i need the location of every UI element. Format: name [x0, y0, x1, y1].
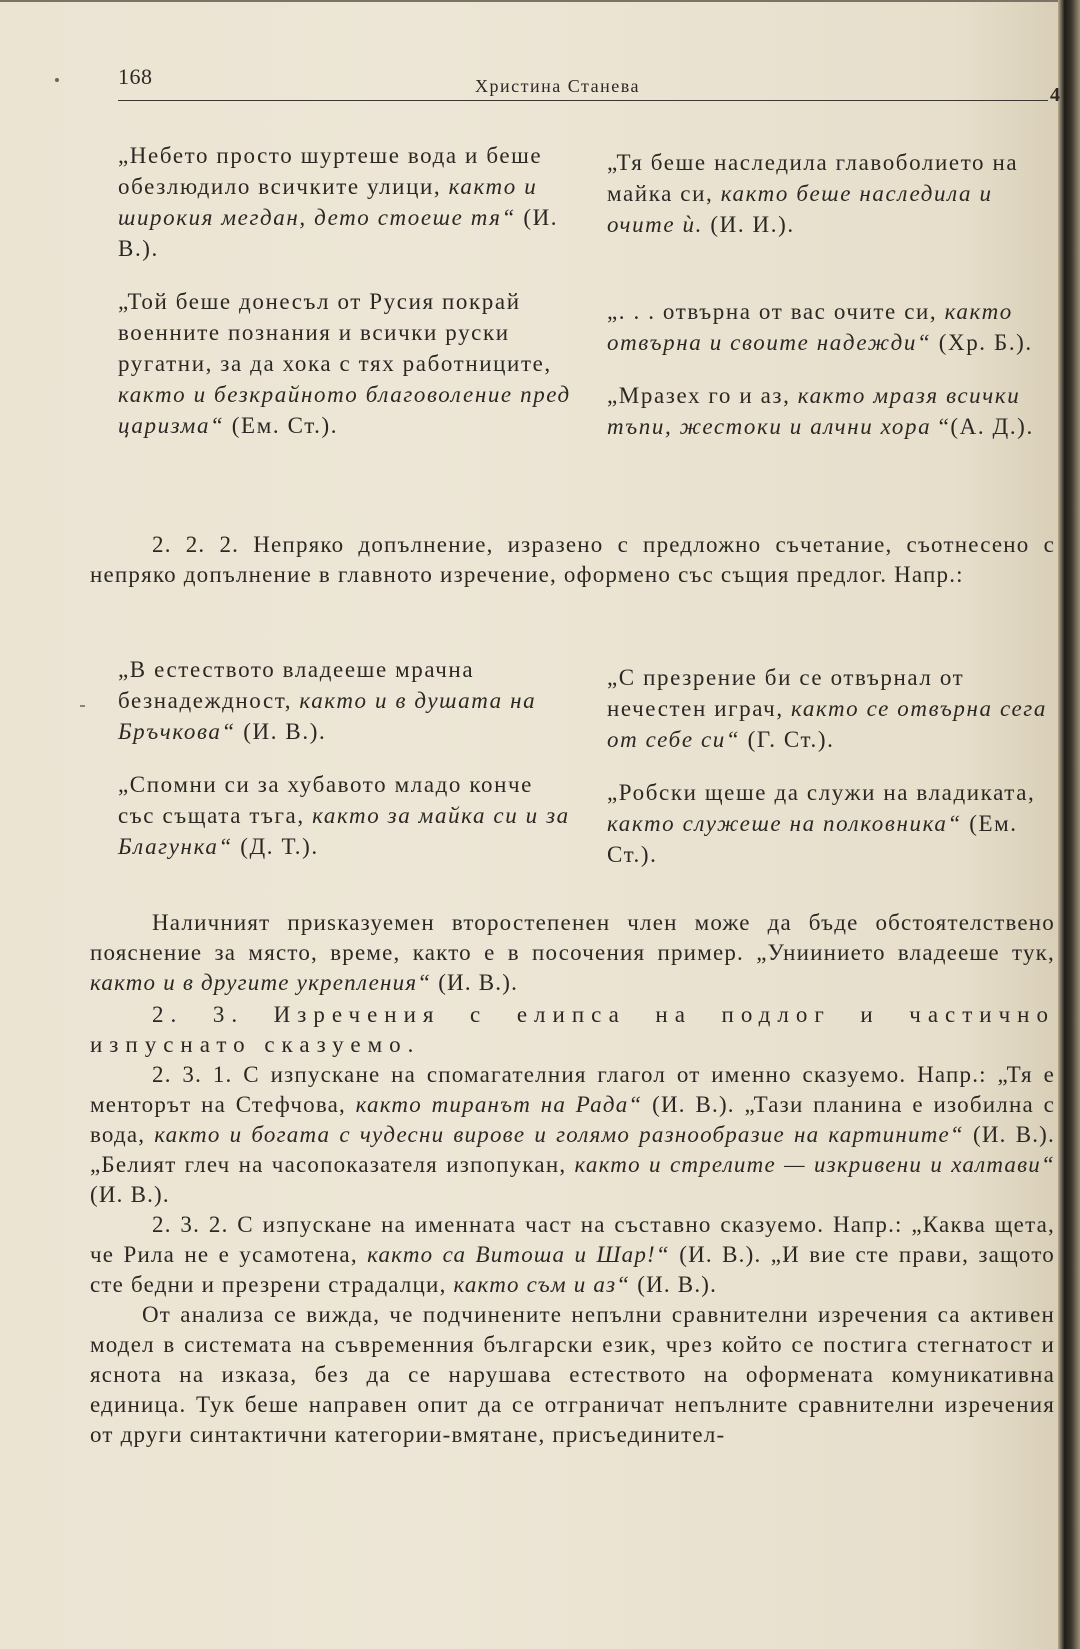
page-number: 168: [118, 64, 153, 89]
top-edge: [0, 0, 1060, 2]
paragraph-conclusion: От анализа се вижда, че подчинените непълни сравнителни изречения са активен модел в системата на съвременния български език, чрез който се постига стегнатост и яснота на изказа, без да се нарушава естеството на оформената комуникативна единица. Тук беше направен опит да се отграничат непълните сравнителни изречения от други синтактични категории-вмятане, присъединител-: [90, 1302, 1055, 1447]
example: „Спомни си за хубавото младо конче със същата тъга, както за майка си и за Благунка“ (Д. Т.).: [118, 772, 570, 859]
examples-1-right: [607, 147, 1047, 442]
example: „Той беше донесъл от Русия покрай военните познания и всички руски ругатни, за да хока с тях работниците, както и безкрайното благоволение пред царизма“ (Ем. Ст.).: [118, 289, 571, 438]
ink-mark: [80, 705, 85, 707]
example: „Тя беше наследила главоболието на майка си, както беше наследила и очите ѝ. (И. И.).: [607, 150, 1019, 237]
section-2-2-2: 2. 2. 2. Непряко допълнение, изразено с предложно съчетание, съотнесено с непряко допълнение в главното изречение, оформено със същия предлог. Напр.:: [90, 532, 1055, 587]
example: „В естеството владееше мрачна безнадеждност, както и в душата на Бръчкова“ (И. В.).: [118, 657, 537, 744]
page-binding-edge: [1058, 0, 1080, 1649]
ink-spot: [55, 78, 59, 82]
edge-marker: 4: [1050, 84, 1060, 106]
examples-2-right: [607, 662, 1047, 870]
paragraph-2-3-2: 2. 3. 2. С изпускане на именната част на съставно сказуемо. Напр.: „Каква щета, че Рила не е усамотена, както са Витоша и Шар!“ (И. В.). „И вие сте прави, защото сте бедни и презрени страдалци, както съм и аз“ (И. В.).: [90, 1212, 1055, 1297]
examples-2-left: [118, 654, 574, 862]
example: „Небето просто шуртеше вода и беше обезлюдило всичките улици, както и широкия мегдан, дето стоеше тя“ (И. В.).: [118, 143, 559, 261]
paragraph-nalichniat: Наличният приsказуемен второстепенен член може да бъде обстоятелствено пояснение за място, време, както е в посочения пример. „Униинието владееше тук, както и в другите укрепления“ (И. В.).: [90, 910, 1055, 995]
body-text: [90, 908, 1055, 1450]
running-title: Христина Станева: [475, 76, 640, 96]
example: „Мразех го и аз, както мразя всички тъпи, жестоки и алчни хора “(А. Д.).: [607, 383, 1034, 439]
examples-1-left: [118, 140, 574, 441]
heading-2-3: 2. 3. Изречения с елипса на подлог и частично изпуснато сказуемо.: [90, 1002, 1055, 1057]
example: „С презрение би се отвърнал от нечестен играч, както се отвърна сега от себе си“ (Г. Ст.).: [607, 665, 1047, 752]
paragraph-2-3-1: 2. 3. 1. С изпускане на спомагателния глагол от именно сказуемо. Напр.: „Тя е менторът на Стефчова, както тиранът на Рада“ (И. В.). „Тази планина е изобилна с вода, както и богата с чудесни вирове и голямо разнообразие на картините“ (И. В.). „Белият глеч на часопоказателя изпопукан, както и стрелите — изкривени и халтави“ (И. В.).: [90, 1062, 1055, 1207]
example: „. . . отвърна от вас очите си, както отвърна и своите надежди“ (Хр. Б.).: [607, 299, 1033, 355]
example: „Робски щеше да служи на владиката, както служеше на полковника“ (Ем. Ст.).: [607, 780, 1036, 867]
header-rule: [118, 100, 1048, 101]
